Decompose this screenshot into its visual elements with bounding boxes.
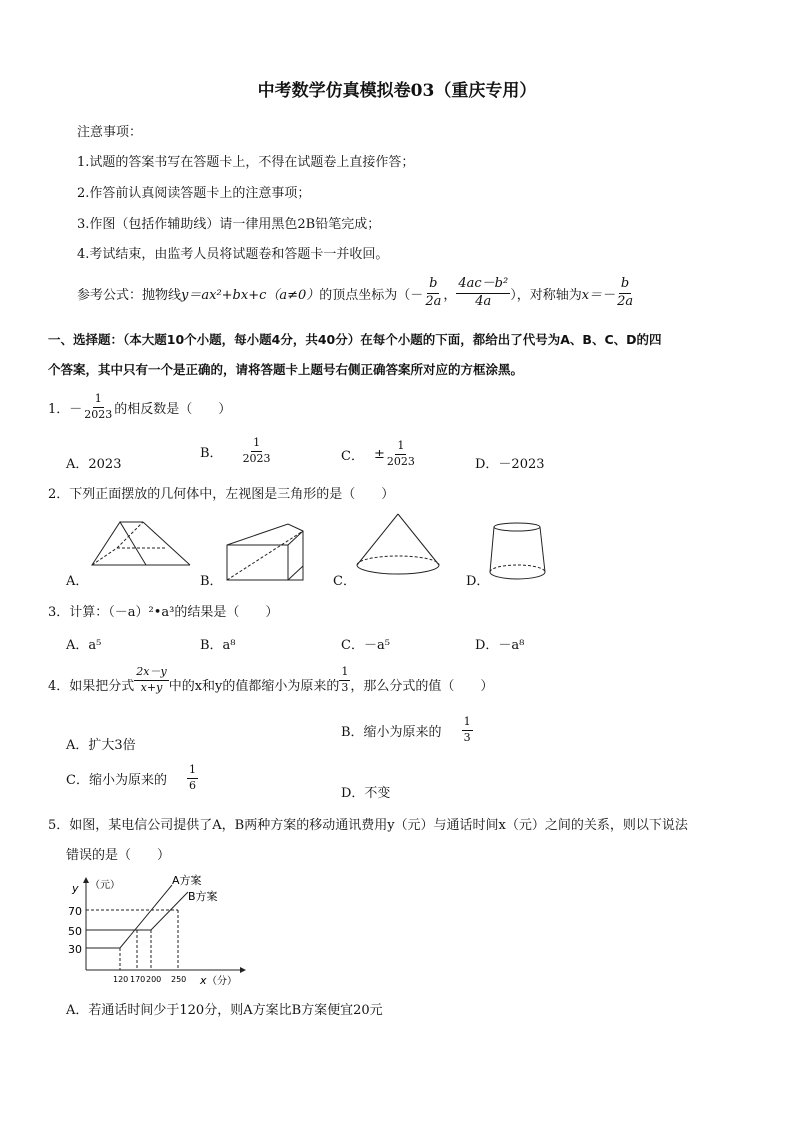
q1-neg: －: [69, 401, 83, 417]
q4-c-fraction: [187, 764, 198, 792]
q4-b-den: 3: [463, 730, 471, 744]
q1-option-d: D．－2023: [475, 457, 545, 472]
q1-c-den: 2023: [386, 454, 415, 468]
q4-option-d: D．不变: [341, 786, 391, 801]
triangular-prism-figure: [92, 522, 190, 565]
q2-option-d: D．: [466, 574, 490, 589]
q4-third-den: 3: [341, 680, 349, 694]
q4-frac-den: x+y: [140, 680, 163, 694]
axis-num: b: [619, 277, 631, 294]
q1-c-num: 1: [395, 440, 406, 455]
q4-c-den: 6: [188, 778, 196, 792]
y-axis-label: y: [72, 882, 79, 895]
q4-c-num: 1: [188, 763, 196, 776]
section1-line1: 一、选择题：（本大题10个小题，每小题4分，共40分）在每个小题的下面，都给出了代号为A、B、C、D的四: [48, 332, 662, 347]
formula-mid: 的顶点坐标为（－: [319, 287, 424, 303]
plan-a-line: [86, 885, 172, 948]
formula-comma: ，: [443, 287, 457, 303]
vertex-x-den: 2a: [425, 293, 442, 309]
question-4: [48, 666, 493, 694]
q4-pre: 4．如果把分式: [48, 679, 135, 695]
q3-option-d: D．－a⁸: [475, 638, 525, 653]
q1-c-label: C．: [341, 448, 364, 464]
formula-prefix: 参考公式：抛物线: [77, 287, 182, 303]
vertex-x-num: b: [427, 277, 439, 294]
q1-b-num: 1: [251, 437, 262, 452]
question-5-line1: 5．如图，某电信公司提供了A，B两种方案的移动通讯费用y（元）与通话时间x（元）之间的关系，则以下说法: [48, 818, 688, 833]
lying-prism-figure: [227, 524, 303, 580]
q5-option-a: A．若通话时间少于120分，则A方案比B方案便宜20元: [66, 1003, 383, 1018]
q4-fraction: [134, 666, 168, 694]
y-tick-30: 30: [68, 943, 82, 956]
x-tick-250: 250: [171, 975, 187, 984]
q1-frac-num: 1: [93, 393, 104, 408]
q2-option-b: B．: [200, 574, 223, 589]
cone-figure: [357, 514, 439, 574]
axis-eq: x＝－: [581, 287, 616, 303]
q1-b-den: 2023: [242, 451, 271, 465]
frustum-figure: [490, 523, 545, 579]
q2-option-a: A．: [66, 574, 89, 589]
x-tick-120: 120: [113, 975, 129, 984]
cost-graph: [60, 870, 260, 990]
question-3: 3．计算：（－a）²•a³的结果是（ ）: [48, 605, 279, 620]
plan-a-label: A方案: [172, 874, 202, 887]
q4-option-a: A．扩大3倍: [66, 738, 136, 753]
section1-line2: 个答案，其中只有一个是正确的，请将答题卡上题号右侧正确答案所对应的方框涂黑。: [48, 362, 524, 377]
plan-b-line: [86, 892, 188, 930]
q3-option-b: B．a⁸: [200, 638, 236, 653]
q4-option-c: [66, 764, 198, 792]
vertex-y-den: 4a: [475, 293, 492, 309]
y-tick-50: 50: [68, 925, 82, 938]
q2-option-c: C．: [333, 574, 356, 589]
q4-mid: 中的x和y的值都缩小为原来的: [168, 679, 340, 695]
vertex-y-num: 4ac－b²: [456, 277, 510, 294]
y-tick-70: 70: [68, 905, 82, 918]
formula-after: ），对称轴为: [510, 287, 582, 303]
q1-option-a: A．2023: [66, 457, 122, 472]
notes-heading: 注意事项：: [77, 125, 143, 140]
q4-frac-num: 2x－y: [134, 666, 168, 681]
q1-frac-den: 2023: [84, 407, 113, 421]
q4-third-num: 1: [339, 666, 350, 681]
q4-option-b: [341, 716, 473, 744]
q4-post: ，那么分式的值（ ）: [350, 679, 494, 695]
q4-b-fraction: [462, 716, 473, 744]
note-item-3: 3.作图（包括作辅助线）请一律用黑色2B铅笔完成；: [77, 217, 381, 232]
x-axis-unit: （分）: [207, 976, 237, 987]
page-title: 中考数学仿真模拟卷03（重庆专用）: [257, 81, 537, 101]
q3-option-c: C．－a⁵: [341, 638, 390, 653]
question-5-line2: 错误的是（ ）: [66, 848, 171, 863]
q1-text: 的相反数是（ ）: [114, 401, 232, 417]
note-item-2: 2.作答前认真阅读答题卡上的注意事项；: [77, 186, 311, 201]
y-axis-unit: （元）: [90, 880, 120, 891]
q4-b-label: B．缩小为原来的: [341, 724, 442, 740]
note-item-1: 1.试题的答案书写在答题卡上，不得在试题卷上直接作答；: [77, 155, 415, 170]
x-axis-label: x: [200, 974, 207, 987]
formula-parabola-eq: y＝ax²+bx+c（a≠0）: [181, 287, 320, 303]
q4-c-label: C．缩小为原来的: [66, 772, 167, 788]
q1-b-label: B．: [200, 445, 223, 461]
q1-c-pm: ±: [373, 446, 385, 462]
q4-third-fraction: [339, 666, 350, 694]
note-item-4: 4.考试结束，由监考人员将试题卷和答题卡一并收回。: [77, 247, 389, 262]
q4-b-num: 1: [463, 715, 471, 728]
question-2: 2．下列正面摆放的几何体中，左视图是三角形的是（ ）: [48, 487, 395, 502]
q3-option-a: A．a⁵: [66, 638, 102, 653]
q1-number: 1．: [48, 401, 70, 417]
x-tick-170: 170: [130, 975, 146, 984]
axis-den: 2a: [617, 293, 634, 309]
x-tick-200: 200: [146, 975, 162, 984]
plan-b-label: B方案: [188, 890, 218, 903]
